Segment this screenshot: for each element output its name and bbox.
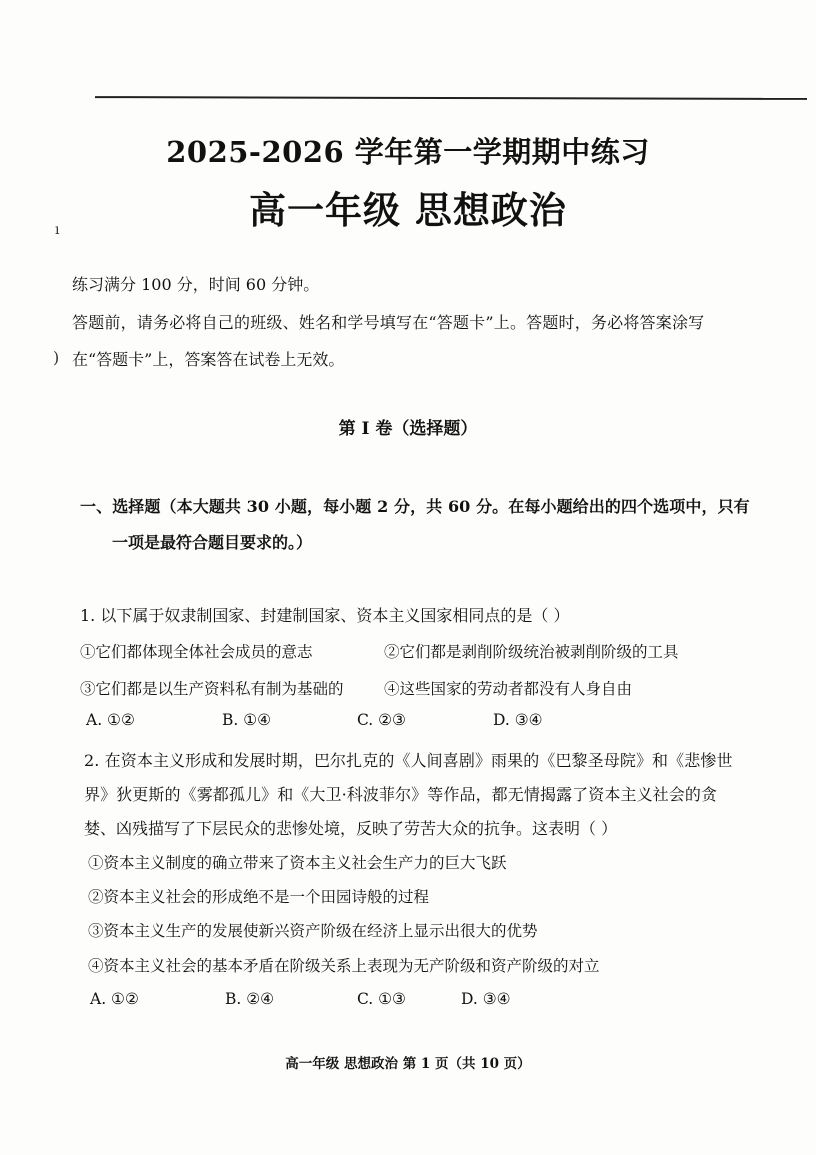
question-2-stem-line-1: 2. 在资本主义形成和发展时期，巴尔扎克的《人间喜剧》雨果的《巴黎圣母院》和《悲惨世 [84,751,733,770]
question-1-choice-a: A. ①② [86,711,135,729]
question-2-statement-4: ④资本主义社会的基本矛盾在阶级关系上表现为无产阶级和资产阶级的对立 [88,957,600,975]
question-2-statement-3: ③资本主义生产的发展使新兴资产阶级在经济上显示出很大的优势 [88,922,538,940]
section-title: 第 I 卷（选择题） [338,419,478,439]
question-1-statement-3: ③它们都是以生产资料私有制为基础的 [80,680,344,698]
question-2-choice-c: C. ①③ [357,990,406,1008]
question-1-statement-1: ①它们都体现全体社会成员的意志 [80,643,313,661]
question-2-choice-b: B. ②④ [225,990,275,1008]
top-rule [95,96,807,100]
question-2-choice-a: A. ①② [90,990,139,1008]
scan-mark: ı [55,222,60,238]
question-2-stem-line-2: 界》狄更斯的《雾都孤儿》和《大卫·科波菲尔》等作品，都无情揭露了资本主义社会的贪 [84,785,718,804]
page-footer: 高一年级 思想政治 第 1 页（共 10 页） [285,1056,531,1072]
question-2-statement-2: ②资本主义社会的形成绝不是一个田园诗般的过程 [88,888,430,906]
question-2-stem-line-3: 婪、凶残描写了下层民众的悲惨处境，反映了劳苦大众的抗争。这表明（ ） [84,819,618,838]
question-2-choice-d: D. ③④ [461,990,511,1008]
part-heading-line-1: 一、选择题（本大题共 30 小题，每小题 2 分，共 60 分。在每小题给出的四个选项中，只有 [80,497,750,516]
scan-paren: ) [53,348,60,367]
question-2-statement-1: ①资本主义制度的确立带来了资本主义社会生产力的巨大飞跃 [88,854,507,872]
instruction-line-1: 练习满分 100 分，时间 60 分钟。 [72,275,320,294]
question-1-choice-c: C. ②③ [357,711,406,729]
instruction-line-3: 在“答题卡”上，答案答在试卷上无效。 [72,350,345,369]
exam-subject: 高一年级 思想政治 [249,188,567,232]
exam-title: 2025-2026 学年第一学期期中练习 [166,135,650,169]
question-1-choice-d: D. ③④ [493,711,543,729]
instruction-line-2: 答题前，请务必将自己的班级、姓名和学号填写在“答题卡”上。答题时，务必将答案涂写 [72,313,705,332]
question-1-statement-2: ②它们都是剥削阶级统治被剥削阶级的工具 [384,643,679,661]
question-1-statement-4: ④这些国家的劳动者都没有人身自由 [384,680,633,698]
question-1-choice-b: B. ①④ [222,711,272,729]
question-1-stem: 1. 以下属于奴隶制国家、封建制国家、资本主义国家相同点的是（ ） [80,606,570,625]
part-heading-line-2: 一项是最符合题目要求的。） [112,533,313,552]
